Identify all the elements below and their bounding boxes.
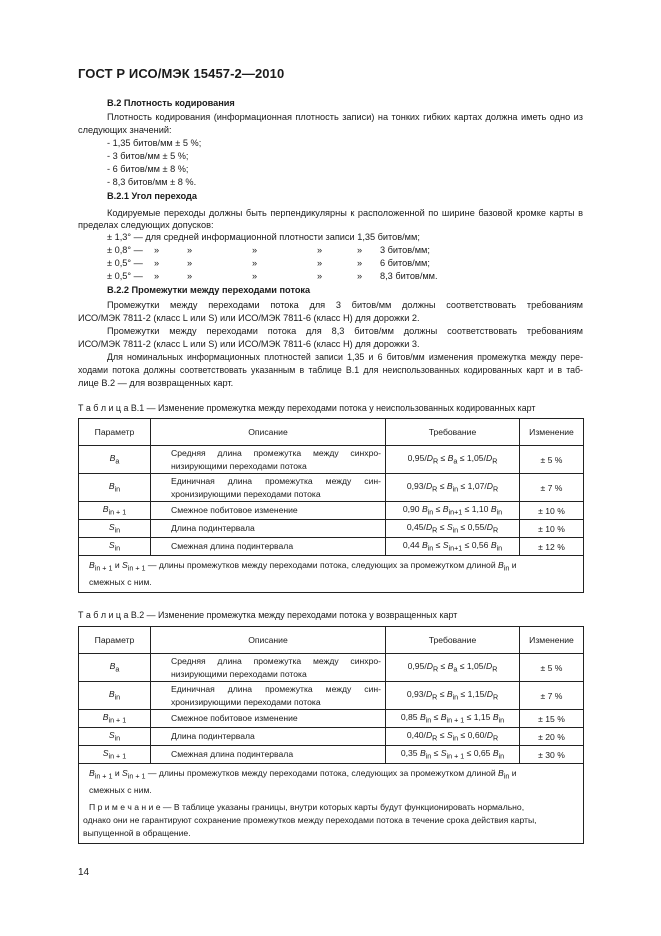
table-b1-caption: Т а б л и ц а B.1 — Изменение промежутка между переходами потока у неиспользованных кодированных карт: [78, 403, 536, 413]
footnote-line: $B_{in + 1}$ и $S_{in + 1}$ — длины промежутков между переходами потока, следующих за промежутком длиной $B_{in}$ и: [89, 560, 517, 573]
table-note-line: однако они не гарантируют сохранение промежутков между переходами потока в течение срока действия карты,: [83, 814, 537, 825]
desc-cell: Средняя длина промежутка между синхро-низирующими переходами потока: [151, 446, 386, 474]
chg-cell: ± 15 %: [520, 710, 584, 728]
ditto-mark: »: [317, 245, 323, 255]
b2-list-item: - 1,35 битов/мм ± 5 %;: [107, 138, 202, 148]
column-header: Требование: [386, 419, 520, 446]
chg-cell: ± 5 %: [520, 446, 584, 474]
desc-cell: Смежное побитовое изменение: [151, 502, 386, 520]
density-text: 6 битов/мм;: [380, 258, 430, 268]
angle-text: ± 0,5° —: [107, 271, 143, 281]
ditto-mark: »: [187, 258, 193, 268]
param-cell: $S_{in}$: [79, 520, 151, 538]
param-cell: $B_{in}$: [79, 474, 151, 502]
b22-para-3-line-3: лице В.2 — для возвращенных карт.: [78, 378, 234, 388]
ditto-mark: »: [252, 258, 258, 268]
table-row: [79, 474, 584, 502]
footnote-line: смежных с ним.: [89, 576, 152, 587]
table-row: [79, 682, 584, 710]
req-cell: 0,85 $B_{in} \le B_{in + 1} \le 1,15$ $B_{in}$: [386, 710, 520, 728]
ditto-mark: »: [357, 271, 363, 281]
desc-cell: Средняя длина промежутка между синхро-низирующими переходами потока: [151, 654, 386, 682]
table-b1: [78, 418, 584, 593]
desc-cell: Единичная длина промежутка между син-хронизирующими переходами потока: [151, 682, 386, 710]
ditto-mark: »: [187, 245, 193, 255]
req-cell: $0,93/D_R \le B_{in} \le 1,07/D_R$: [386, 474, 520, 502]
table-row: [79, 520, 584, 538]
angle-text: ± 0,5° —: [107, 258, 143, 268]
chg-cell: ± 10 %: [520, 502, 584, 520]
column-header: Параметр: [79, 627, 151, 654]
column-header: Требование: [386, 627, 520, 654]
density-text: 8,3 битов/мм.: [380, 271, 438, 281]
ditto-mark: »: [317, 271, 323, 281]
table-row: [79, 746, 584, 764]
chg-cell: ± 20 %: [520, 728, 584, 746]
footnote-line: смежных с ним.: [89, 784, 152, 795]
param-cell: $S_{in}$: [79, 728, 151, 746]
table-row: [79, 538, 584, 556]
req-cell: $0,45/D_R \le S_{in} \le 0,55/D_R$: [386, 520, 520, 538]
table-b2: [78, 626, 584, 844]
desc-cell: Смежная длина подинтервала: [151, 538, 386, 556]
ditto-mark: »: [317, 258, 323, 268]
table-footnote-row: [79, 764, 584, 844]
b2-list-item: - 8,3 битов/мм ± 8 %.: [107, 177, 197, 187]
req-cell: $0,93/D_R \le B_{in} \le 1,15/D_R$: [386, 682, 520, 710]
chg-cell: ± 12 %: [520, 538, 584, 556]
ditto-mark: »: [154, 258, 160, 268]
b2-list-item: - 6 битов/мм ± 8 %;: [107, 164, 189, 174]
desc-cell: Смежное побитовое изменение: [151, 710, 386, 728]
desc-cell: Длина подинтервала: [151, 520, 386, 538]
table-row: [79, 502, 584, 520]
density-text: 3 битов/мм;: [380, 245, 430, 255]
ditto-mark: »: [252, 271, 258, 281]
section-b22-heading: B.2.2 Промежутки между переходами потока: [107, 285, 311, 295]
param-cell: $B_{in + 1}$: [79, 710, 151, 728]
document-header: ГОСТ Р ИСО/МЭК 15457-2—2010: [78, 66, 285, 81]
ditto-mark: »: [154, 271, 160, 281]
table-row: [79, 446, 584, 474]
b22-para-1-line-2: ИСО/МЭК 7811-2 (класс L или S) или ИСО/МЭК 7811-6 (класс Н) для дорожки 2.: [78, 313, 420, 323]
table-footnote-row: [79, 556, 584, 593]
table-note-line: выпущенной в обращение.: [83, 827, 191, 838]
table-row: [79, 728, 584, 746]
page-number: 14: [78, 867, 90, 878]
table-header-row: [79, 627, 584, 654]
ditto-mark: »: [252, 245, 258, 255]
angle-text: ± 1,3° — для средней информационной плотности записи 1,35 битов/мм;: [107, 232, 420, 242]
b22-para-3-line-1: Для номинальных информационных плотностей записи 1,35 и 6 битов/мм изменения промежутка между пере-: [107, 352, 583, 362]
param-cell: $S_{in}$: [79, 538, 151, 556]
table-note-line: П р и м е ч а н и е — В таблице указаны границы, внутри которых карты будут функционировать нормально,: [89, 801, 525, 812]
req-cell: $0,95/D_R \le B_a \le 1,05/D_R$: [386, 654, 520, 682]
table-row: [79, 710, 584, 728]
column-header: Параметр: [79, 419, 151, 446]
b2-intro-line-1: Плотность кодирования (информационная плотность записи) на тонких гибких картах должна иметь одно из: [107, 112, 583, 122]
ditto-mark: »: [357, 258, 363, 268]
param-cell: $B_{in}$: [79, 682, 151, 710]
desc-cell: Смежная длина подинтервала: [151, 746, 386, 764]
table-footnote: [79, 556, 584, 593]
ditto-mark: »: [357, 245, 363, 255]
section-b21-heading: B.2.1 Угол перехода: [107, 191, 197, 201]
req-cell: $0,95/D_R \le B_a \le 1,05/D_R$: [386, 446, 520, 474]
b22-para-2-line-2: ИСО/МЭК 7811-2 (класс L или S) или ИСО/МЭК 7811-6 (класс Н) для дорожки 3.: [78, 339, 420, 349]
ditto-mark: »: [187, 271, 193, 281]
desc-cell: Длина подинтервала: [151, 728, 386, 746]
req-cell: $0,40/D_R \le S_{in} \le 0,60/D_R$: [386, 728, 520, 746]
footnote-line: $B_{in + 1}$ и $S_{in + 1}$ — длины промежутков между переходами потока, следующих за промежутком длиной $B_{in}$ и: [89, 768, 517, 781]
table-row: [79, 654, 584, 682]
req-cell: 0,35 $B_{in} \le S_{in + 1} \le 0,65$ $B_{in}$: [386, 746, 520, 764]
param-cell: $B_a$: [79, 654, 151, 682]
angle-text: ± 0,8° —: [107, 245, 143, 255]
chg-cell: ± 7 %: [520, 474, 584, 502]
chg-cell: ± 7 %: [520, 682, 584, 710]
table-header-row: [79, 419, 584, 446]
b2-list-item: - 3 битов/мм ± 5 %;: [107, 151, 189, 161]
column-header: Изменение: [520, 627, 584, 654]
column-header: Описание: [151, 627, 386, 654]
table-footnote: [79, 764, 584, 844]
param-cell: $B_{in + 1}$: [79, 502, 151, 520]
req-cell: 0,44 $B_{in} \le S_{in+1} \le 0,56$ $B_{in}$: [386, 538, 520, 556]
b22-para-1-line-1: Промежутки между переходами потока для 3 битов/мм должны соответствовать требованиям: [107, 300, 583, 310]
b2-intro-line-2: следующих значений:: [78, 125, 172, 135]
b21-para-line-2: пределах следующих допусков:: [78, 220, 214, 230]
section-b2-heading: B.2 Плотность кодирования: [107, 98, 235, 108]
chg-cell: ± 30 %: [520, 746, 584, 764]
desc-cell: Единичная длина промежутка между син-хронизирующими переходами потока: [151, 474, 386, 502]
req-cell: 0,90 $B_{in} \le B_{in+1} \le 1,10$ $B_{in}$: [386, 502, 520, 520]
chg-cell: ± 5 %: [520, 654, 584, 682]
b22-para-3-line-2: ходами потока должны соответствовать указанным в таблице В.1 для неиспользованных кодированных карт и в таб-: [78, 365, 583, 375]
table-b2-caption: Т а б л и ц а B.2 — Изменение промежутка между переходами потока у возвращенных карт: [78, 610, 458, 620]
b22-para-2-line-1: Промежутки между переходами потока для 8,3 битов/мм должны соответствовать требованиям: [107, 326, 583, 336]
chg-cell: ± 10 %: [520, 520, 584, 538]
column-header: Изменение: [520, 419, 584, 446]
param-cell: $B_a$: [79, 446, 151, 474]
param-cell: $S_{in + 1}$: [79, 746, 151, 764]
column-header: Описание: [151, 419, 386, 446]
ditto-mark: »: [154, 245, 160, 255]
b21-para-line-1: Кодируемые переходы должны быть перпендикулярны к расположенной по ширине базовой кромке карты в: [107, 208, 583, 218]
